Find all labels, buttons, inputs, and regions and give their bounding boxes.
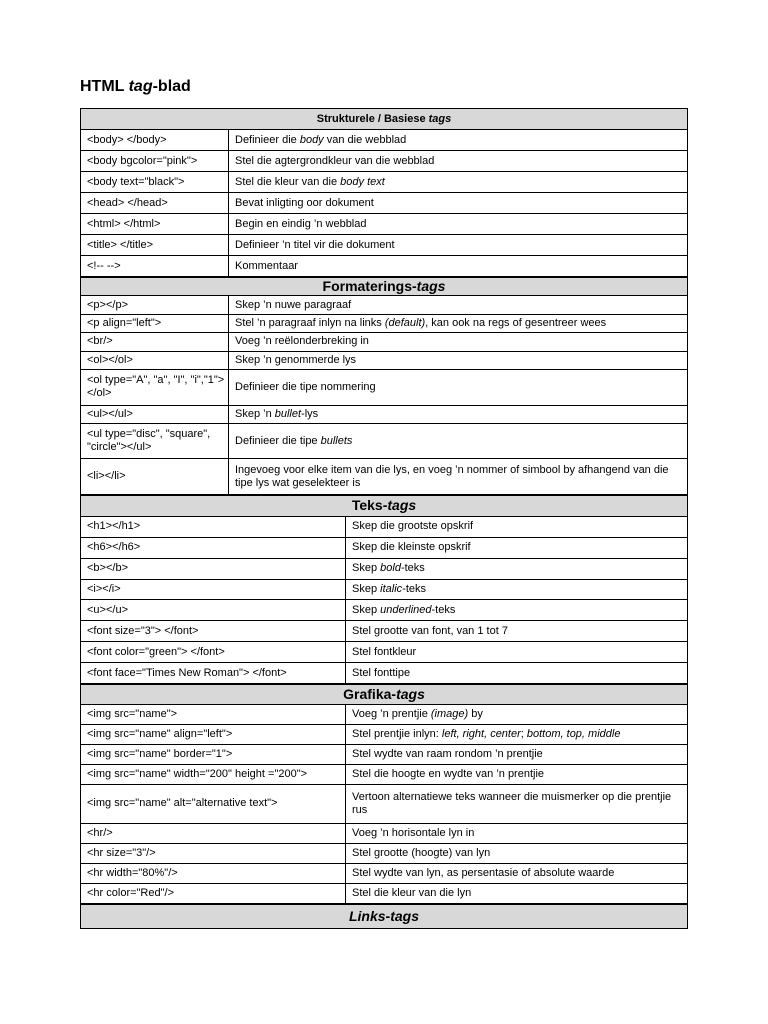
table-row bbox=[81, 663, 688, 684]
description-run: bullet bbox=[274, 407, 302, 420]
description-cell bbox=[346, 745, 688, 765]
tag-cell: <title> </title> bbox=[81, 235, 229, 256]
tag-cell: <hr width="80%"/> bbox=[81, 863, 346, 883]
tag-cell: <b></b> bbox=[81, 558, 346, 579]
table-row bbox=[81, 823, 688, 843]
description-run: (image) bbox=[430, 708, 469, 721]
description-cell bbox=[346, 705, 688, 725]
description-run: bullets bbox=[320, 434, 353, 447]
description-cell bbox=[346, 863, 688, 883]
description-run: Stel fonttipe bbox=[352, 666, 411, 679]
tag-cell: <font face="Times New Roman"> </font> bbox=[81, 663, 346, 684]
table-row bbox=[81, 314, 688, 332]
tag-cell: <img src="name" align="left"> bbox=[81, 725, 346, 745]
description-run: Definieer die bbox=[235, 133, 300, 146]
title-text: HTML bbox=[80, 78, 129, 95]
tag-cell: <ul type="disc", "square", "circle"></ul> bbox=[81, 423, 229, 459]
description-cell bbox=[229, 405, 688, 423]
description-run: Skep die grootste opskrif bbox=[352, 520, 474, 533]
tag-cell: <font size="3"> </font> bbox=[81, 621, 346, 642]
table-row bbox=[81, 193, 688, 214]
description-run: Stel wydte van lyn, as persentasie of absolute waarde bbox=[352, 866, 615, 879]
table-row bbox=[81, 459, 688, 495]
tag-cell: <br/> bbox=[81, 333, 229, 351]
section-heading-run: tags bbox=[416, 278, 446, 295]
section-heading-run: tags bbox=[396, 686, 425, 703]
table-links bbox=[80, 904, 688, 929]
table-row bbox=[81, 579, 688, 600]
tag-cell: <i></i> bbox=[81, 579, 346, 600]
description-run: Skep bbox=[352, 582, 381, 595]
section-heading bbox=[81, 685, 688, 705]
section-heading bbox=[81, 109, 688, 130]
table-grafika bbox=[80, 684, 688, 904]
section-heading-run: Strukturele / Basiese bbox=[316, 112, 429, 125]
description-run: Stel prentjie inlyn: bbox=[352, 728, 442, 741]
table-row bbox=[81, 405, 688, 423]
table-row bbox=[81, 235, 688, 256]
description-run: Definieer die tipe bbox=[235, 434, 321, 447]
description-cell bbox=[346, 883, 688, 903]
section-heading-run: tags bbox=[390, 908, 420, 924]
tag-cell: <head> </head> bbox=[81, 193, 229, 214]
section-heading bbox=[81, 905, 688, 929]
tag-cell: <ol type="A", "a", "I", "i","1"></ol> bbox=[81, 370, 229, 406]
description-cell bbox=[346, 537, 688, 558]
tag-cell: <hr color="Red"/> bbox=[81, 883, 346, 903]
section-header-row bbox=[81, 278, 688, 296]
table-row bbox=[81, 370, 688, 406]
description-run: italic bbox=[380, 582, 403, 595]
table-row bbox=[81, 214, 688, 235]
section-heading bbox=[81, 496, 688, 517]
description-run: Skep bbox=[352, 562, 381, 575]
description-run: Stel grootte (hoogte) van lyn bbox=[352, 846, 491, 859]
table-row bbox=[81, 600, 688, 621]
description-run: bottom, top, middle bbox=[526, 728, 621, 741]
table-row bbox=[81, 843, 688, 863]
tag-cell: <img src="name" border="1"> bbox=[81, 745, 346, 765]
description-cell bbox=[346, 621, 688, 642]
description-run: van die webblad bbox=[323, 133, 407, 146]
description-cell bbox=[229, 172, 688, 193]
description-run: underlined bbox=[380, 603, 432, 616]
description-cell bbox=[229, 423, 688, 459]
table-row bbox=[81, 256, 688, 277]
section-header-row bbox=[81, 109, 688, 130]
description-run: Skep ’n genommerde lys bbox=[235, 353, 357, 366]
tag-cell: <body> </body> bbox=[81, 130, 229, 151]
section-heading-run: Links bbox=[348, 908, 386, 924]
table-row bbox=[81, 516, 688, 537]
description-cell bbox=[229, 214, 688, 235]
table-row bbox=[81, 423, 688, 459]
table-formatering bbox=[80, 277, 688, 495]
description-run: -teks bbox=[400, 562, 425, 575]
tag-cell: <body text="black"> bbox=[81, 172, 229, 193]
description-run: bold bbox=[380, 562, 401, 575]
description-cell bbox=[229, 459, 688, 495]
description-run: Voeg ’n horisontale lyn in bbox=[352, 826, 475, 839]
description-run: , kan ook na regs of gesentreer wees bbox=[425, 317, 607, 330]
table-row bbox=[81, 765, 688, 785]
tag-cell: <u></u> bbox=[81, 600, 346, 621]
tag-cell: <h6></h6> bbox=[81, 537, 346, 558]
table-row bbox=[81, 151, 688, 172]
description-cell bbox=[229, 351, 688, 369]
description-run: Bevat inligting oor dokument bbox=[235, 196, 374, 209]
description-run: Stel die hoogte en wydte van ’n prentjie bbox=[352, 768, 545, 781]
description-run: Stel die agtergrondkleur van die webblad bbox=[235, 154, 435, 167]
tag-cell: <img src="name"> bbox=[81, 705, 346, 725]
description-cell bbox=[346, 663, 688, 684]
title-emphasis: tag bbox=[128, 78, 153, 95]
description-run: by bbox=[468, 708, 483, 721]
description-run: Skep ’n nuwe paragraaf bbox=[235, 298, 352, 311]
table-row bbox=[81, 296, 688, 314]
description-run: Voeg ’n prentjie bbox=[352, 708, 431, 721]
tag-cell: <p align="left"> bbox=[81, 314, 229, 332]
description-cell bbox=[346, 600, 688, 621]
section-heading-run: Teks- bbox=[351, 497, 388, 514]
section-heading-run: Formaterings- bbox=[322, 278, 417, 295]
description-cell bbox=[229, 296, 688, 314]
tag-cell: <img src="name" alt="alternative text"> bbox=[81, 785, 346, 824]
section-header-row bbox=[81, 905, 688, 929]
description-cell bbox=[229, 333, 688, 351]
tag-cell: <h1></h1> bbox=[81, 516, 346, 537]
table-row bbox=[81, 333, 688, 351]
description-run: Voeg ’n reëlonderbreking in bbox=[235, 335, 369, 348]
description-run: Stel wydte van raam rondom ’n prentjie bbox=[352, 748, 543, 761]
tag-cell: <font color="green"> </font> bbox=[81, 642, 346, 663]
tag-cell: <ol></ol> bbox=[81, 351, 229, 369]
description-cell bbox=[346, 785, 688, 824]
description-cell bbox=[346, 642, 688, 663]
tag-cell: <hr/> bbox=[81, 823, 346, 843]
description-cell bbox=[346, 765, 688, 785]
section-heading-run: - bbox=[385, 908, 391, 924]
table-row bbox=[81, 745, 688, 765]
description-run: -teks bbox=[402, 582, 426, 595]
description-run: left, right, center bbox=[441, 728, 521, 741]
tag-cell: <img src="name" width="200" height ="200"> bbox=[81, 765, 346, 785]
table-row bbox=[81, 621, 688, 642]
table-row bbox=[81, 725, 688, 745]
description-run: Skep bbox=[352, 603, 381, 616]
tag-cell: <!-- --> bbox=[81, 256, 229, 277]
description-run: Definieer die tipe nommering bbox=[235, 380, 376, 393]
table-row bbox=[81, 558, 688, 579]
description-cell bbox=[229, 314, 688, 332]
table-row bbox=[81, 537, 688, 558]
table-row bbox=[81, 863, 688, 883]
description-cell bbox=[229, 193, 688, 214]
description-run: Ingevoeg voor elke item van die lys, en voeg ’n nommer of simbool by afhangend van die tipe lys wat geselekteer is bbox=[235, 463, 669, 489]
tag-cell: <body bgcolor="pink"> bbox=[81, 151, 229, 172]
section-heading-run: tags bbox=[387, 497, 417, 514]
description-cell bbox=[229, 370, 688, 406]
section-heading-run: Grafika- bbox=[343, 686, 397, 703]
description-cell bbox=[229, 235, 688, 256]
description-run: Stel die kleur van die bbox=[235, 175, 341, 188]
description-run: Stel ’n paragraaf inlyn na links bbox=[235, 317, 385, 330]
description-run: Definieer ’n titel vir die dokument bbox=[235, 238, 395, 251]
document-title bbox=[80, 78, 191, 96]
description-run: (default) bbox=[384, 317, 426, 330]
tag-cell: <ul></ul> bbox=[81, 405, 229, 423]
description-run: body bbox=[299, 133, 324, 146]
description-run: Stel grootte van font, van 1 tot 7 bbox=[352, 624, 508, 637]
description-cell bbox=[346, 558, 688, 579]
description-cell bbox=[346, 823, 688, 843]
description-cell bbox=[229, 256, 688, 277]
tag-cell: <hr size="3"/> bbox=[81, 843, 346, 863]
description-cell bbox=[229, 130, 688, 151]
description-run: Stel fontkleur bbox=[352, 645, 417, 658]
description-cell bbox=[346, 725, 688, 745]
description-run: Vertoon alternatiewe teks wanneer die muismerker op die prentjie rus bbox=[352, 790, 672, 816]
table-row bbox=[81, 883, 688, 903]
table-row bbox=[81, 172, 688, 193]
description-run: Begin en eindig ’n webblad bbox=[235, 217, 367, 230]
section-header-row bbox=[81, 685, 688, 705]
description-run: -lys bbox=[301, 407, 319, 420]
description-run: Skep ’n bbox=[235, 407, 275, 420]
title-suffix: -blad bbox=[152, 78, 191, 95]
tag-cell: <html> </html> bbox=[81, 214, 229, 235]
description-run: Stel die kleur van die lyn bbox=[352, 886, 472, 899]
description-cell bbox=[229, 151, 688, 172]
description-cell bbox=[346, 579, 688, 600]
table-row bbox=[81, 130, 688, 151]
description-run: Kommentaar bbox=[235, 259, 298, 272]
table-teks bbox=[80, 495, 688, 684]
table-row bbox=[81, 642, 688, 663]
table-row bbox=[81, 705, 688, 725]
tag-cell: <li></li> bbox=[81, 459, 229, 495]
description-run: -teks bbox=[431, 603, 456, 616]
section-heading-run: tags bbox=[428, 112, 452, 125]
section-header-row bbox=[81, 496, 688, 517]
tag-cell: <p></p> bbox=[81, 296, 229, 314]
description-run: body text bbox=[340, 175, 385, 188]
description-run: ; bbox=[520, 728, 527, 741]
description-cell bbox=[346, 843, 688, 863]
description-run: Skep die kleinste opskrif bbox=[352, 541, 471, 554]
table-strukturele bbox=[80, 108, 688, 277]
description-cell bbox=[346, 516, 688, 537]
table-row bbox=[81, 785, 688, 824]
table-row bbox=[81, 351, 688, 369]
section-heading bbox=[81, 278, 688, 296]
